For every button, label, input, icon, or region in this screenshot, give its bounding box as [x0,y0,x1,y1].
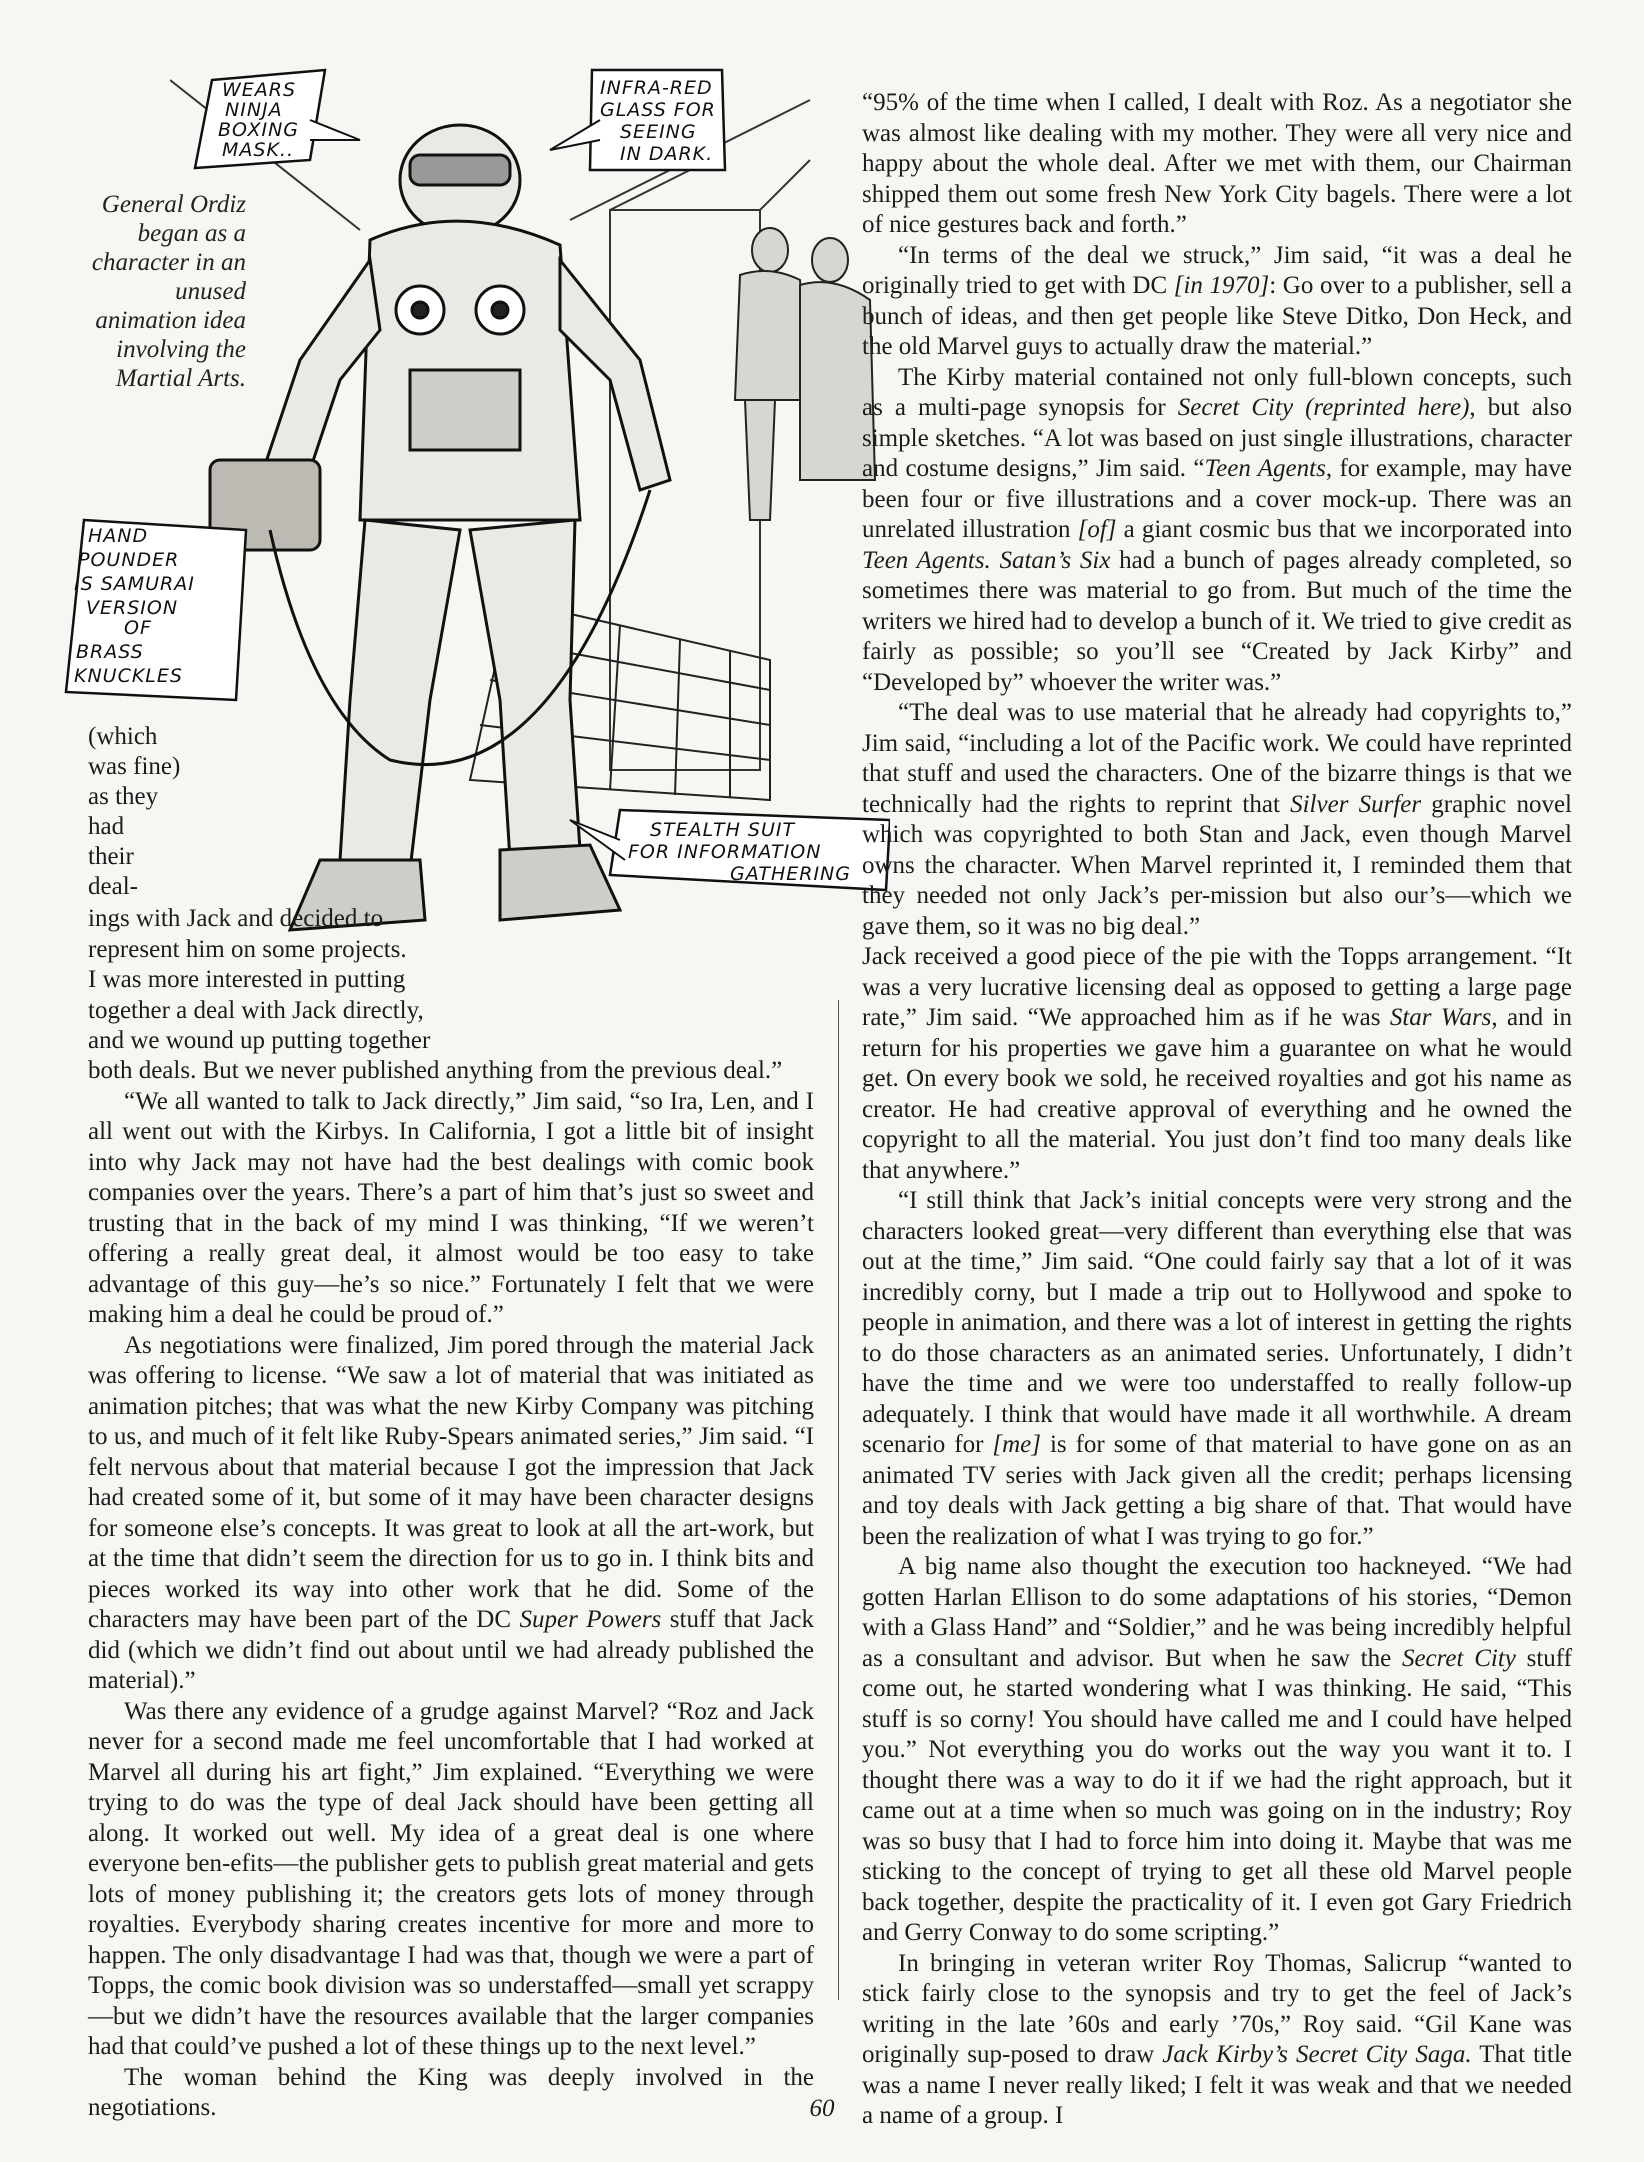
right-leg [470,520,580,860]
right-boot [500,845,620,920]
page-number: 60 [809,2095,835,2122]
doorway-top [760,160,810,210]
balloon-line: BOXING [218,119,300,141]
column-divider [838,1000,839,2000]
paragraph [862,363,1572,699]
text-run: Jack received a good piece of the pie with the Topps arrangement. “It was a very lucrative licensing deal as opposed to getting a large page rate,” Jim said. “We approached him as if he was [862,943,1572,1031]
text-run: a giant cosmic bus that we incorporated into [1116,516,1572,543]
italic-title: Secret City (reprinted here) [1177,394,1470,421]
text-line: and we wound up putting together [88,1027,431,1054]
wrap-line: was fine) [88,753,181,780]
chest-device [410,370,520,450]
text-run: , and in return for his properties we gave him a guarantee on what he would get. On every book we sold, he received royalties and got his name as creator. He had creative approval of everything and he owned the copyright to all the material. You just don’t find too many deals like that anywhere.” [862,1004,1572,1184]
text-run: , but also simple sketches. “A lot was based on just single illustrations, character and costume designs,” Jim said. “ [862,394,1572,482]
paragraph [862,241,1572,363]
paragraph: Was there any evidence of a grudge against Marvel? “Roz and Jack never for a second made me feel uncomfortable that I had worked at Marvel all during his art fight,” Jim explained. “Everything we were trying to do was the type of deal Jack should have been getting all along. It worked out well. My idea of a great deal is one where everyone ben-efits—the publisher gets to publish great material and gets lots of money publishing it; the creators gets lots of money through royalties. Everybody sharing creates incentive for more and more to happen. The only disadvantage I had was that, though we were a part of Topps, the comic book division was so understaffed—small yet scrappy—but we didn’t have the resources available that the larger companies had that could’ve pushed a lot of these things up to the next level.” [88,1697,814,2060]
background-figures [735,228,875,520]
text-run: The Kirby material contained not only full-blown concepts, such as a multi-page synopsis for [862,363,1572,421]
balloon-line: WEARS [222,79,297,101]
balloon-line: GATHERING [730,863,851,885]
balloon-line: HAND [88,525,149,547]
wrap-text-block [88,722,288,902]
text-run: is for some of that material to have gone on as an animated TV series with Jack given all the credit; perhaps licensing and toy deals with Jack getting a big share of that. That would have been the realization of what I was trying to go for.” [862,1431,1572,1550]
balloon-line: INFRA-RED [600,77,713,99]
paragraph [88,1331,814,1697]
paragraph [862,698,1572,942]
text-run: That title was a name I never really liked; I felt it was weak and that we needed a name of a group. I [862,2041,1572,2129]
text-run: , for example, may have been four or five illustrations and a cover mock-up. There was an unrelated illustration [862,455,1572,543]
balloon-line: POUNDER [78,549,180,571]
wrap-line: deal- [88,873,138,900]
paragraph: “We all wanted to talk to Jack directly,” Jim said, “so Ira, Len, and I all went out with the Kirbys. In California, I got a little bit of insight into why Jack may not have had the best dealings with comic book companies over the years. There’s a part of him that’s just so sweet and trusting that in the back of my mind I was thinking, “If we weren’t offering a really great deal, it almost would be too easy to take advantage of this guy—he’s so nice.” Fortunately I felt that we were making him a deal he could be proud of.” [88,1087,814,1328]
wrap-line: (which [88,723,158,750]
text-line: ings with Jack and decided to [88,905,384,932]
italic-note: [in 1970] [1173,272,1270,299]
wrap-line: as they [88,783,159,810]
text-run: graphic novel which was copyrighted to both Stan and Jack, even though Marvel owns the character. When Marvel reprinted it, I reminded them that they needed not only Jack’s per-mission but also our’s—which we gave them, so it was no big deal.” [862,790,1572,940]
infra-red-goggles [410,155,510,185]
text-run: “I still think that Jack’s initial concepts were very strong and the characters looked great—very different than everything else that was out at the time,” Jim said. “One could fairly say that a lot of it was incredibly corny, but I made a trip out to Hollywood and spoke to people in animation, and there was a lot of interest in getting the rights to do those characters as an animated series. Unfortunately, I didn’t have the time and we were too understaffed to really follow-up adequately. I think that would have made it all worthwhile. A dream scenario for [862,1187,1572,1458]
doorway [610,210,760,770]
wrap-line: their [88,843,134,870]
balloon-line: IN DARK. [620,143,714,165]
italic-title: Teen Agents [1204,455,1326,482]
italic-note: [of] [1077,516,1117,543]
balloon-stealth-suit [570,810,890,890]
text-line: I was more interested in putting [88,966,406,993]
wrap-line: had [88,813,125,840]
balloon-line: STEALTH SUIT [650,819,796,841]
italic-title: Silver Surfer [1290,790,1422,818]
paragraph [862,1186,1572,1552]
paragraph: The woman behind the King was deeply involved in the negotiations. [88,2063,814,2121]
italic-title: Super Powers [519,1606,662,1633]
italic-title: Secret City [1401,1644,1516,1672]
balloon-infra-red [550,70,725,170]
balloon-line: MASK.. [222,139,294,161]
doorway-top [610,170,690,210]
right-column [862,88,1572,2132]
text-run: stuff come out, he started wondering what I was thinking. He said, “This stuff is so corny! You should have called me and I could have helped you.” Not everything you do works out the way you want it to. I thought there was a way to do it if we had the right approach, but it came out at a time when so much was going on in the industry; Roy was so busy that I had to force him into doing it. Maybe that was me sticking to the concept of trying to get all these old Marvel people back together, despite the practicality of it. I even got Gary Friedrich and Gerry Conway to do some scripting.” [862,1644,1573,1946]
balloon-line: IS SAMURAI [74,573,195,595]
text-run: had a bunch of pages already completed, so sometimes there was material to go from. But much of the time the writers we hired had to develop a bunch of it. We tried to give credit as fairly as possible; so you’ll see “Created by Jack Kirby” and “Developed by” whoever the writer was.” [862,546,1572,696]
text-run: stuff that Jack did (which we didn’t find out about until we had already published the material).” [88,1606,814,1694]
balloon-line: GLASS FOR [600,99,716,121]
left-leg [340,520,460,870]
balloon-hand-pounder [56,510,256,710]
paragraph [862,1552,1572,1949]
balloon-line: KNUCKLES [74,665,183,687]
balloon-line: FOR INFORMATION [628,841,822,863]
balloon-line: NINJA [225,99,283,121]
text-run: In bringing in veteran writer Roy Thomas, Salicrup “wanted to stick fairly close to the synopsis and try to get the feel of Jack’s writing in the late ’60s and early ’70s,” Roy said. “Gil Kane was originally sup-posed to draw [862,1949,1572,2068]
left-column-wrap [88,904,488,1057]
balloon-line: SEEING [620,121,697,143]
text-line: represent him on some projects. [88,935,407,963]
text-line: together a deal with Jack directly, [88,996,424,1024]
balloon-line: BRASS [76,641,144,663]
text-run: A big name also thought the execution too hackneyed. “We had gotten Harlan Ellison to do some adaptations of his stories, “Demon with a Glass Hand” and “Soldier,” and he was being incredibly helpful as a consultant and advisor. But when he saw the [862,1553,1572,1672]
italic-title: Teen Agents. Satan’s Six [862,546,1111,574]
text-run: As negotiations were finalized, Jim pored through the material Jack was offering to license. “We saw a lot of material that was initiated as animation pitches; that was what the new Kirby Company was pitching to us, and much of it felt like Ruby-Spears animated series,” Jim said. “I felt nervous about that material because I got the impression that Jack had created some of it, but some of it may have been character designs for someone else’s concepts. It was great to look at all the art-work, but at the time that didn’t seem the direction for us to go in. I think bits and pieces worked its way into other work that he did. Some of the characters may have been part of the DC [88,1331,814,1633]
illustration-caption: General Ordiz began as a character in an unused animation idea involving the Martial Arts. [91,191,246,392]
text-run: “In terms of the deal we struck,” Jim said, “it was a deal he originally tried to get with DC [862,241,1572,299]
text-run: : Go over to a publisher, sell a bunch of ideas, and then get people like Steve Ditko, Don Heck, and the old Marvel guys to actually draw the material.” [862,272,1572,360]
italic-note: [me] [992,1431,1041,1458]
italic-title: Jack Kirby’s Secret City Saga. [1162,2041,1472,2068]
paragraph [862,942,1572,1186]
italic-title: Star Wars [1389,1004,1492,1031]
balloon-line: OF [124,617,152,639]
paragraph: “95% of the time when I called, I dealt with Roz. As a negotiator she was almost like dealing with my mother. They were all very nice and happy about the whole deal. After we met with them, our Chairman shipped them out some fresh New York City bagels. There were a lot of nice gestures back and forth.” [862,89,1572,238]
balloon-line: VERSION [86,597,179,619]
balloon-wears-ninja [195,70,360,168]
paragraph: both deals. But we never published anything from the previous deal.” [88,1057,783,1084]
left-column [88,1056,814,2124]
text-run: “The deal was to use material that he already had copyrights to,” Jim said, “including a lot of the Pacific work. We could have reprinted that stuff and used the characters. One of the bizarre things is that we technically had the rights to reprint that [862,699,1572,818]
